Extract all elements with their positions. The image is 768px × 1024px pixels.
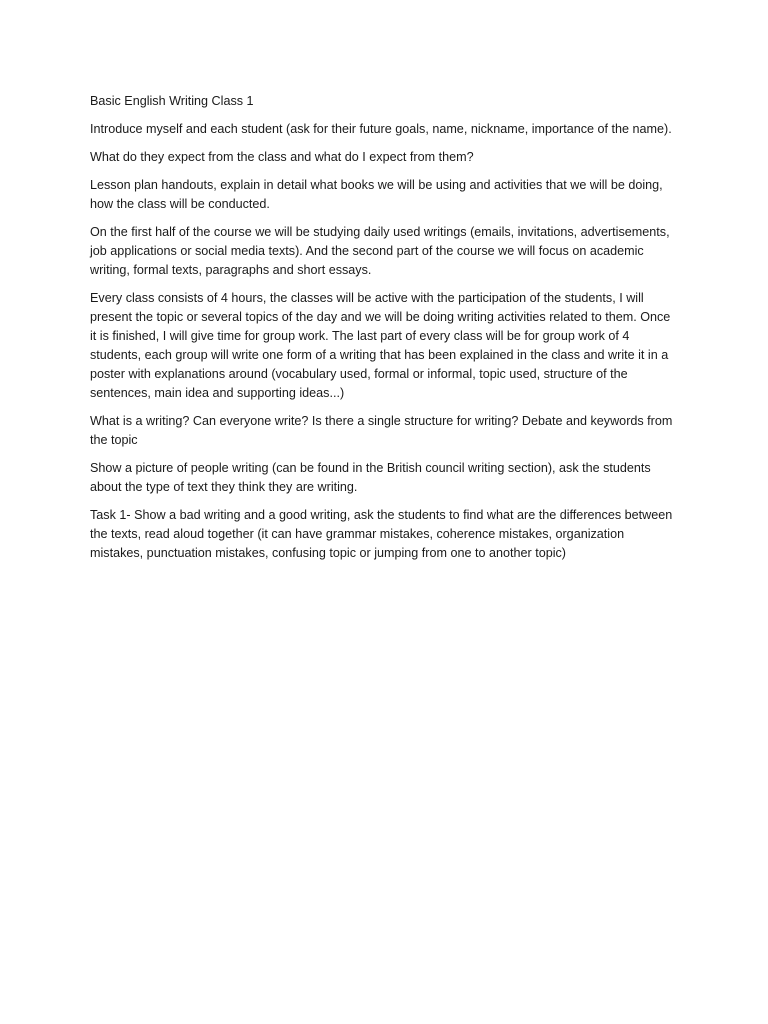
- paragraph-task-1: Task 1- Show a bad writing and a good writing, ask the students to find what are the differences between the texts, read aloud together (it can have grammar mistakes, coherence mistakes, organization mistakes, punctuation mistakes, confusing topic or jumping from one to another topic): [90, 508, 673, 560]
- paragraph-course-halves: On the first half of the course we will be studying daily used writings (emails, invitations, advertisements, job applications or social media texts). And the second part of the course we will focus on academic writing, formal texts, paragraphs and short essays.: [90, 225, 670, 277]
- paragraph-introductions: Introduce myself and each student (ask for their future goals, name, nickname, importance of the name).: [90, 122, 672, 136]
- paragraph-lesson-plan: Lesson plan handouts, explain in detail what books we will be using and activities that we will be doing, how the class will be conducted.: [90, 178, 663, 211]
- paragraph-what-is-writing: What is a writing? Can everyone write? Is there a single structure for writing? Debate and keywords from the topic: [90, 414, 673, 447]
- paragraph-expectations: What do they expect from the class and what do I expect from them?: [90, 150, 474, 164]
- document-title: Basic English Writing Class 1: [90, 94, 254, 108]
- document-body: [90, 92, 680, 572]
- paragraph-picture-activity: Show a picture of people writing (can be found in the British council writing section), ask the students about the type of text they think they are writing.: [90, 461, 651, 494]
- paragraph-class-structure: Every class consists of 4 hours, the classes will be active with the participation of the students, I will present the topic or several topics of the day and we will be doing writing activities related to them. Once it is finished, I will give time for group work. The last part of every class will be for group work of 4 students, each group will write one form of a writing that has been explained in the class and write it in a poster with explanations around (vocabulary used, formal or informal, topic used, structure of the sentences, main idea and supporting ideas...): [90, 291, 671, 400]
